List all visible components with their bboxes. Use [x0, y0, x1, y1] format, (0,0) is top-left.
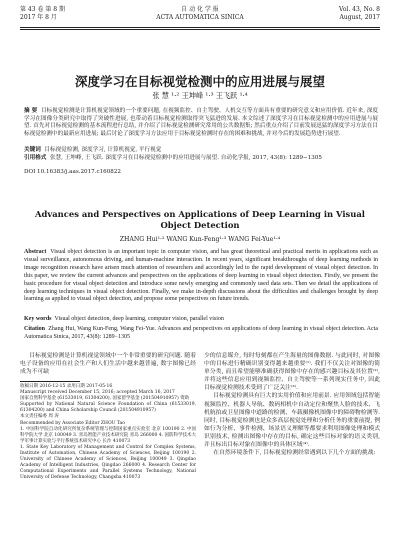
abstract-text-cn: 目标视觉检测是计算机视觉领域的一个重要问题, 在视频监控、自主驾驶、人机交互等方面具有重要的研究意义和应用价值. 近年来, 深度学习在图像分类研究中取得了突破性进展, 也带动着目标视觉检测取得突飞猛进的发展. 本文综述了深度学习在目标视觉检测中的应用进展与展望. 首先对目标视觉检测的基本流程进行总结, 并介绍了目标视觉检测研究常用的公共数据集; 然后重点介绍了目前发展迅猛的深度学习方法在目标视觉检测中的最新应用进展; 最后讨论了深度学习方法应用于目标视觉检测时存在的困难和挑战, 并对今后的发展趋势进行展望.	[24, 108, 379, 138]
abstract-cn	[24, 108, 378, 139]
journal-name-cn: 自 动 化 学 报	[181, 6, 219, 13]
header-divider-thin	[20, 29, 380, 30]
date-en: August, 2017	[339, 14, 380, 21]
footnote-divider	[20, 381, 80, 382]
citation-label-cn: 引用格式	[24, 155, 47, 161]
footnote-dates-cn: 收稿日期 2016-12-15 录用日期 2017-05-16	[20, 384, 113, 389]
keywords-text-en: Visual object detection, deep learning, computer vision, parallel vision	[54, 316, 224, 322]
abstract-label-en: Abstract	[24, 249, 47, 255]
authors-cn: 张 慧 ¹·² 王坤峰 ¹·³ 王飞跃 ¹·⁴	[152, 91, 248, 100]
body-left-column	[20, 352, 196, 376]
doi-text[interactable]: DOI 10.16383/j.aas.2017.c160822	[24, 169, 121, 175]
citation-text-en: Zhang Hui, Wang Kun-Feng, Wang Fei-Yue. Advances and perspectives on applications of deep learning in visual object detection. Acta Automatica Sinica, 2017, 43(8): 1289−1305	[24, 326, 378, 340]
doi	[24, 169, 378, 177]
abstract-en	[24, 249, 378, 304]
footnote-affiliations-cn: 1. 中国科学院自动化研究所复杂系统管理与控制国家重点实验室 北京 100190 2. 中国科学院大学 北京 100049 3. 青岛智能产业技术研究院 青岛 266000 4. 国防科学技术大学军事计算实验与平行系统技术研究中心 长沙 410073	[20, 426, 196, 444]
authors-en: ZHANG Hui¹·² WANG Kun-Feng¹·³ WANG Fei-Yue¹·⁴	[119, 236, 281, 243]
header-center	[20, 6, 380, 22]
footnote-affiliations-en: 1. State Key Laboratory of Management and Control for Complex Systems, Institute of Automation, Chinese Academy of Sciences, Beijing 100190 2. University of Chinese Academy of Sciences, Beijing 100049 3. Qingdao Academy of Intelligent Industries, Qingdao 266000 4. Research Center for Computational Experiments and Parallel Systems Technology, National University of Defense Technology, Changsha 410073	[20, 444, 196, 481]
citation-text-cn: 张慧, 王坤峰, 王飞跃. 深度学习在目标视觉检测中的应用进展与展望. 自动化学报, 2017, 43(8): 1289−1305	[49, 155, 322, 161]
body-paragraph: 目标视觉检测具有巨大的实用价值和应用前景. 应用领域包括智能视频监控、机器人导航、数码相机中自动定位和聚焦人脸的技术、飞机航拍或卫星图像中道路的检测、车载摄像机图像中的障碍物检测等. 同时, 目标视觉检测也是众多高层视觉处理和分析任务的重要前提, 例如行为分析、事件检测、场景语义理解等都要求利用图像处理和模式识别技术, 检测出图像中存在的目标, 确定这些目标对象的语义类别, 并且标出目标对象在图像中的具体区域⁽⁴⁾.	[204, 393, 380, 449]
paper-title-cn: 深度学习在目标视觉检测中的应用进展与展望	[74, 74, 325, 89]
keywords-en	[24, 316, 378, 324]
journal-name-en: ACTA AUTOMATICA SINICA	[156, 14, 244, 21]
body-paragraph: 少的信息媒介, 每时每刻都在产生海量的图像数据. 与此同时, 对图像中的目标进行精确识别变得越来越重要⁽¹⁾. 我们不仅关注对图像的简单分类, 而且希望能够准确获得图像中存在的感兴趣目标及其位置⁽²⁾, 并将这些信息应用到视频监控、自主驾驶等一系列现实任务中, 因此目标视觉检测技术受到了广泛关注⁽³⁾.	[204, 353, 380, 392]
footnote-funding-cn: 国家自然科学基金 (61533019, 61304200), 国家留学基金 (201504910957) 资助	[20, 396, 190, 402]
citation-en	[24, 326, 378, 342]
keywords-text-cn: 目标视觉检测, 深度学习, 计算机视觉, 平行视觉	[44, 147, 162, 153]
abstract-label-cn: 摘 要	[24, 108, 38, 114]
body-right-column	[204, 352, 380, 457]
footnote-block	[20, 384, 196, 482]
citation-cn	[24, 155, 378, 163]
paper-title-en: Advances and Perspectives on Applications of Deep Learning in Visual Object Detection	[35, 209, 365, 230]
footnote-dates-en: Manuscript received December 15, 2016; accepted March 16, 2017	[20, 390, 175, 396]
keywords-label-cn: 关键词	[24, 147, 41, 153]
abstract-text-en: Visual object detection is an important topic in computer vision, and has great theoretical and practical merits in applications such as visual surveillance, autonomous driving, and human-machine interaction. In recent years, significant breakthroughs of deep learning methods in image recognition research have arisen much attention of researchers and accordingly led to the rapid development of visual object detection. In this paper, we review the current advances and perspectives on the applications of deep learning in visual object detection. Firstly, we present the basic procedure for visual object detection and introduce some newly emerging and commonly used data sets. Then we detail the applications of deep learning techniques in visual object detection. Finally, we make in-depth discussions about the difficulties and challenges brought by deep learning as applied to visual object detection, and propose some perspectives on future trends.	[24, 249, 378, 303]
volume-issue-cn: 第 43 卷 第 8 期	[20, 6, 65, 13]
keywords-cn	[24, 147, 378, 155]
footnote-editor-cn: 本文责任编委 周 涛	[20, 414, 59, 420]
footnote-funding-en: Supported by National Natural Science Foundation of China (61533019, 61304200) and China Scholarship Council (201504910957)	[20, 402, 196, 414]
header-right	[339, 6, 380, 22]
citation-label-en: Citation	[24, 326, 45, 332]
footnote-editor-en: Recommended by Associate Editor ZHOU Tao	[20, 420, 125, 426]
journal-header	[20, 6, 380, 26]
volume-issue-en: Vol. 43, No. 8	[339, 6, 380, 13]
body-paragraph: 在自然环境条件下, 目标视觉检测经常遇到以下几个方面的挑战:	[213, 450, 376, 457]
body-paragraph: 目标视觉检测是计算机视觉领域中一个非常重要的研究问题. 随着电子设备的应用在社会生产和人们生活中越来越普遍, 数字图像已经成为不可缺	[20, 353, 196, 376]
keywords-label-en: Key words	[24, 316, 52, 322]
date-cn: 2017 年 8 月	[20, 14, 57, 21]
